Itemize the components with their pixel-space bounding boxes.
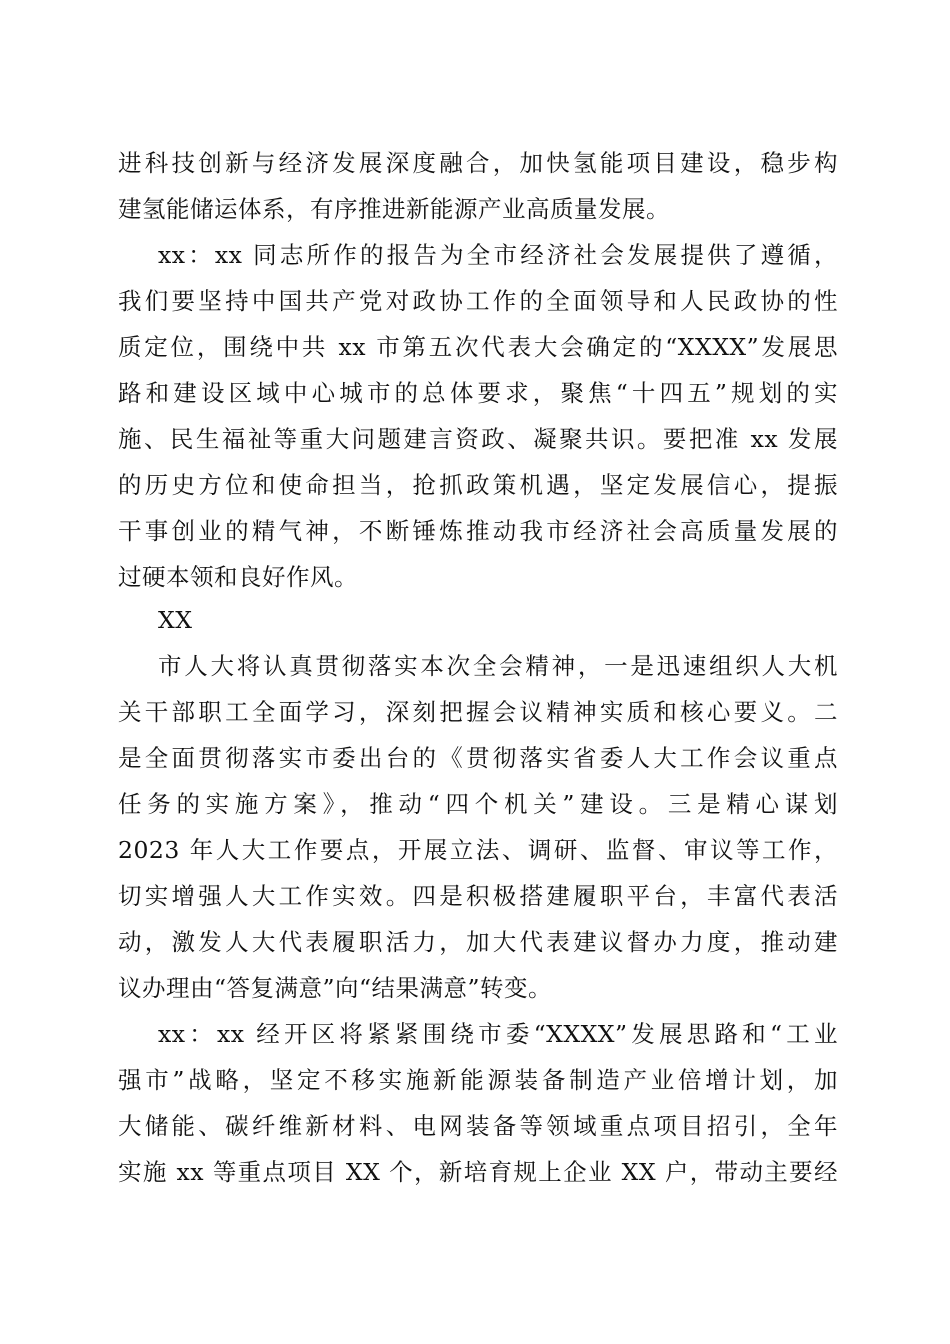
text-line: 2023 年人大工作要点，开展立法、调研、监督、审议等工作， [118,836,838,864]
text-line: 任务的实施方案》，推动“四个机关”建设。三是精心谋划 [118,790,838,818]
paragraph-start-line: xx：xx 经开区将紧紧围绕市委“XXXX”发展思路和“工业 [158,1020,838,1048]
text-line: 建氢能储运体系，有序推进新能源产业高质量发展。 [118,195,670,223]
text-line: 实施 xx 等重点项目 XX 个，新培育规上企业 XX 户，带动主要经 [118,1158,838,1186]
section-heading: XX [158,606,193,634]
text-line: 动，激发人大代表履职活力，加大代表建议督办力度，推动建 [118,928,838,956]
text-line: 关干部职工全面学习，深刻把握会议精神实质和核心要义。二 [118,698,838,726]
text-line: 是全面贯彻落实市委出台的《贯彻落实省委人大工作会议重点 [118,744,838,772]
text-line: 强市”战略，坚定不移实施新能源装备制造产业倍增计划，加 [118,1066,838,1094]
text-line: 路和建设区域中心城市的总体要求，聚焦“十四五”规划的实 [118,379,838,407]
text-line: 进科技创新与经济发展深度融合，加快氢能项目建设，稳步构 [118,149,838,177]
paragraph-start-line: 市人大将认真贯彻落实本次全会精神，一是迅速组织人大机 [158,652,838,680]
text-line: 施、民生福祉等重大问题建言资政、凝聚共识。要把准 xx 发展 [118,425,838,453]
text-line: 过硬本领和良好作风。 [118,563,358,591]
text-line: 切实增强人大工作实效。四是积极搭建履职平台，丰富代表活 [118,882,838,910]
text-line: 干事创业的精气神，不断锤炼推动我市经济社会高质量发展的 [118,517,838,545]
text-line: 的历史方位和使命担当，抢抓政策机遇，坚定发展信心，提振 [118,471,838,499]
text-line: 议办理由“答复满意”向“结果满意”转变。 [118,974,553,1002]
text-line: 大储能、碳纤维新材料、电网装备等领域重点项目招引，全年 [118,1112,838,1140]
text-line: 质定位，围绕中共 xx 市第五次代表大会确定的“XXXX”发展思 [118,333,838,361]
paragraph-start-line: xx：xx 同志所作的报告为全市经济社会发展提供了遵循， [158,241,838,269]
text-line: 我们要坚持中国共产党对政协工作的全面领导和人民政协的性 [118,287,838,315]
